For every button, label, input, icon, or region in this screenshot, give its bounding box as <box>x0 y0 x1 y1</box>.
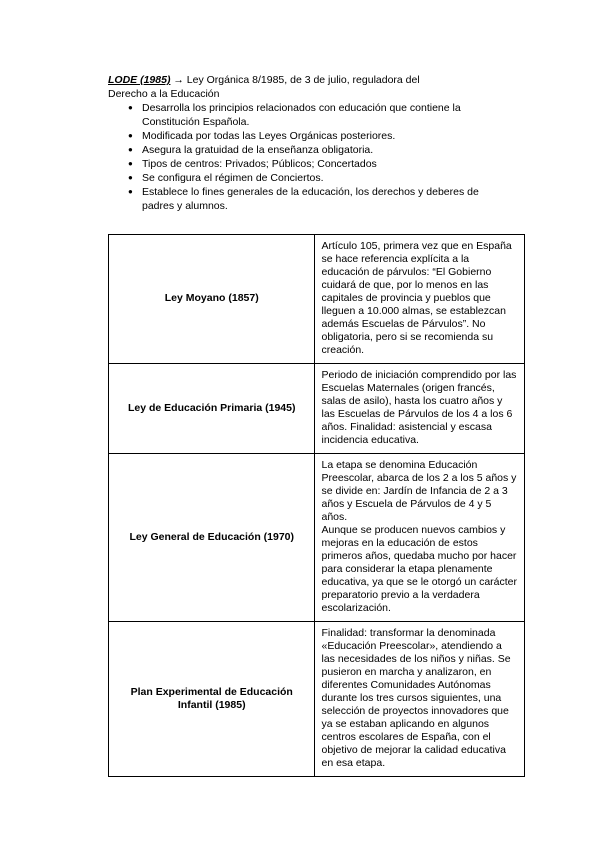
bullet-item: ● Establece lo fines generales de la educación, los derechos y deberes de padres y alumnos. <box>108 185 508 213</box>
bullet-item: ● Tipos de centros: Privados; Públicos; Concertados <box>108 157 508 171</box>
table-row <box>109 622 525 777</box>
bullet-item: ● Asegura la gratuidad de la enseñanza obligatoria. <box>108 143 508 157</box>
bullet-item: ● Se configura el régimen de Conciertos. <box>108 171 508 185</box>
table-row <box>109 454 525 622</box>
law-description-cell <box>315 622 525 777</box>
law-description: Periodo de iniciación comprendido por las Escuelas Maternales (origen francés, salas de asilo), hasta los cuatro años y las Escuelas de Párvulos de los 4 a los 6 años. Finalidad: asistencial y escasa incidencia educativa. <box>321 369 517 446</box>
law-name-cell: Ley Moyano (1857) <box>109 235 315 364</box>
law-title-line1: Ley Orgánica 8/1985, de 3 de julio, reguladora del <box>186 74 420 86</box>
law-title-line2: Derecho a la Educación <box>108 88 220 100</box>
bullet-list <box>108 101 508 213</box>
law-description: Finalidad: transformar la denominada «Educación Preescolar», atendiendo a las necesidades de los niños y niñas. Se pusieron en marcha y analizaron, en diferentes Comunidades Autónomas durante los tres cursos siguientes, una selección de proyectos innovadores que ya se estaban aplicando en algunos centros escolares de España, con el objetivo de mejorar la calidad educativa en esa etapa. <box>321 627 511 769</box>
intro-section <box>108 73 508 213</box>
bullet-item: ● Modificada por todas las Leyes Orgánicas posteriores. <box>108 129 508 143</box>
law-description-cell <box>315 364 525 454</box>
table-row <box>109 364 525 454</box>
arrow: → <box>173 74 184 86</box>
law-description-cell <box>315 235 525 364</box>
table-row <box>109 235 525 364</box>
law-heading <box>108 73 508 87</box>
law-name-cell: Ley de Educación Primaria (1945) <box>109 364 315 454</box>
law-description: Artículo 105, primera vez que en España se hace referencia explícita a la educación de párvulos: “El Gobierno cuidará de que, por lo menos en las capitales de provincia y pueblos que lleguen a 10.000 almas, se establezcan además Escuelas de Párvulos”. No obligatoria, pero si se recomienda su creación. <box>321 240 512 356</box>
law-abbrev: LODE (1985) <box>108 74 171 86</box>
laws-table <box>108 234 525 777</box>
bullet-item: ● Desarrolla los principios relacionados con educación que contiene la Constitución Española. <box>108 101 508 129</box>
law-name-cell: Plan Experimental de Educación Infantil (1985) <box>109 622 315 777</box>
law-name-cell: Ley General de Educación (1970) <box>109 454 315 622</box>
law-description: La etapa se denomina Educación Preescolar, abarca de los 2 a los 5 años y se divide en: Jardín de Infancia de 2 a 3 años y Escuela de Párvulos de 4 y 5 años. Aunque se producen nuevos cambios y mejoras en la educación de estos primeros años, quedaba mucho por hacer para considerar la etapa plenamente educativa, ya que se le otorgó un carácter preparatorio previo a la verdadera escolarización. <box>321 459 518 614</box>
law-description-cell <box>315 454 525 622</box>
